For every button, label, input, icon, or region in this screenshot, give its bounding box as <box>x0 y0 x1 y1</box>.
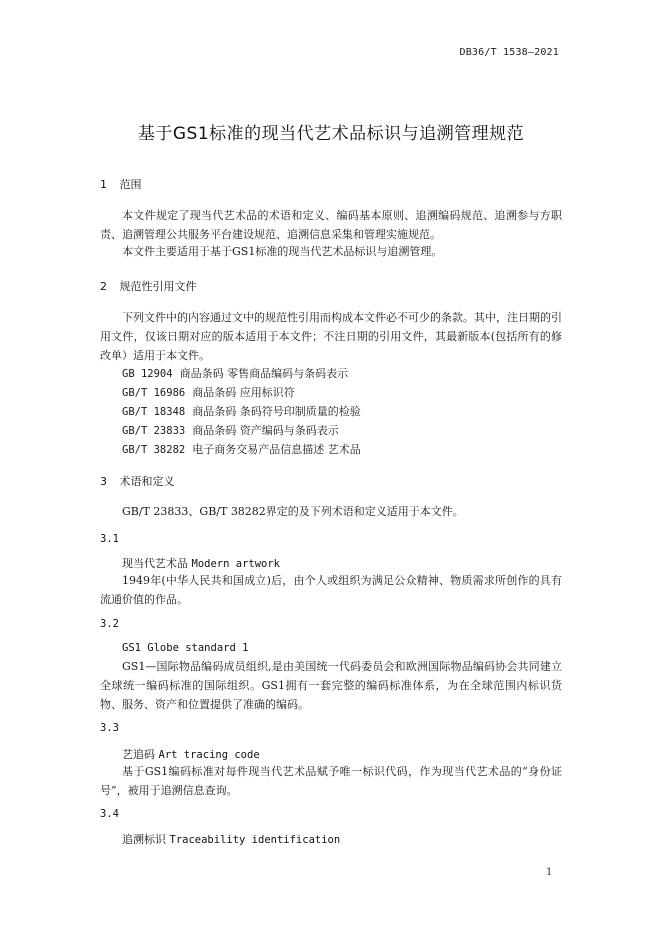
reference-code: GB 12904 <box>122 368 173 380</box>
term-en: Modern artwork <box>191 558 281 570</box>
standard-code: DB36/T 1538—2021 <box>459 47 559 58</box>
term-zh: 现当代艺术品 <box>122 557 188 570</box>
term-zh: 追溯标识 <box>122 833 166 846</box>
term-definition: GS1—国际物品编码成员组织,是由美国统一代码委员会和欧洲国际物品编码协会共同建立全球统一编码标准的国际组织。GS1拥有一套完整的编码标准体系，为在全球范围内标识货物、服务、资产和位置提供了准确的编码。 <box>100 660 562 711</box>
reference-item <box>122 384 295 400</box>
term-en: Art tracing code <box>158 749 260 761</box>
term-en: GS1 Globe standard 1 <box>122 642 249 654</box>
section-title: 规范性引用文件 <box>119 280 197 293</box>
subsection-number: 3.2 <box>100 618 119 630</box>
reference-code: GB/T 38282 <box>122 444 186 456</box>
reference-name: 商品条码 零售商品编码与条码表示 <box>179 367 349 380</box>
reference-code: GB/T 18348 <box>122 406 186 418</box>
reference-item <box>122 441 361 457</box>
subsection-number: 3.1 <box>100 533 119 545</box>
section-number: 2 <box>100 280 107 293</box>
document-title: 基于GS1标准的现当代艺术品标识与追溯管理规范 <box>137 124 525 144</box>
reference-name: 电子商务交易产品信息描述 艺术品 <box>192 443 361 456</box>
term-heading <box>122 555 280 571</box>
reference-item <box>122 365 348 381</box>
term-definition: 1949年(中华人民共和国成立)后，由个人或组织为满足公众精神、物质需求所创作的具有流通价值的作品。 <box>100 574 562 606</box>
term-zh: 艺追码 <box>122 748 155 761</box>
section-3-intro: GB/T 23833、GB/T 38282界定的及下列术语和定义适用于本文件。 <box>122 505 464 518</box>
page-number: 1 <box>546 867 553 878</box>
term-en: Traceability identification <box>169 834 341 846</box>
subsection-number: 3.3 <box>100 722 119 734</box>
section-title: 范围 <box>119 178 142 191</box>
section-title: 术语和定义 <box>119 475 175 488</box>
reference-name: 商品条码 条码符号印制质量的检验 <box>192 405 361 418</box>
section-number: 1 <box>100 178 107 191</box>
reference-item <box>122 403 361 419</box>
reference-name: 商品条码 应用标识符 <box>192 386 295 399</box>
term-heading <box>122 641 248 654</box>
section-1-paragraph-1: 本文件规定了现当代艺术品的术语和定义、编码基本原则、追溯编码规范、追溯参与方职责、追溯管理公共服务平台建设规范、追溯信息采集和管理实施规范。 <box>100 209 562 241</box>
term-definition: 基于GS1编码标准对每件现当代艺术品赋予唯一标识代码，作为现当代艺术品的“身份证号”，被用于追溯信息查询。 <box>100 765 562 797</box>
section-number: 3 <box>100 475 107 488</box>
section-1-heading <box>100 176 142 192</box>
section-2-heading <box>100 278 197 294</box>
section-1-paragraph-2: 本文件主要适用于基于GS1标准的现当代艺术品标识与追溯管理。 <box>122 245 443 258</box>
reference-item <box>122 422 339 438</box>
term-heading <box>122 746 260 762</box>
reference-code: GB/T 16986 <box>122 387 186 399</box>
reference-name: 商品条码 资产编码与条码表示 <box>192 424 339 437</box>
reference-code: GB/T 23833 <box>122 425 186 437</box>
section-2-intro: 下列文件中的内容通过文中的规范性引用而构成本文件必不可少的条款。其中，注日期的引用文件，仅该日期对应的版本适用于本文件；不注日期的引用文件，其最新版本(包括所有的修改单）适用于本文件。 <box>100 311 562 362</box>
subsection-number: 3.4 <box>100 808 119 820</box>
term-heading <box>122 831 340 847</box>
section-3-heading <box>100 473 175 489</box>
